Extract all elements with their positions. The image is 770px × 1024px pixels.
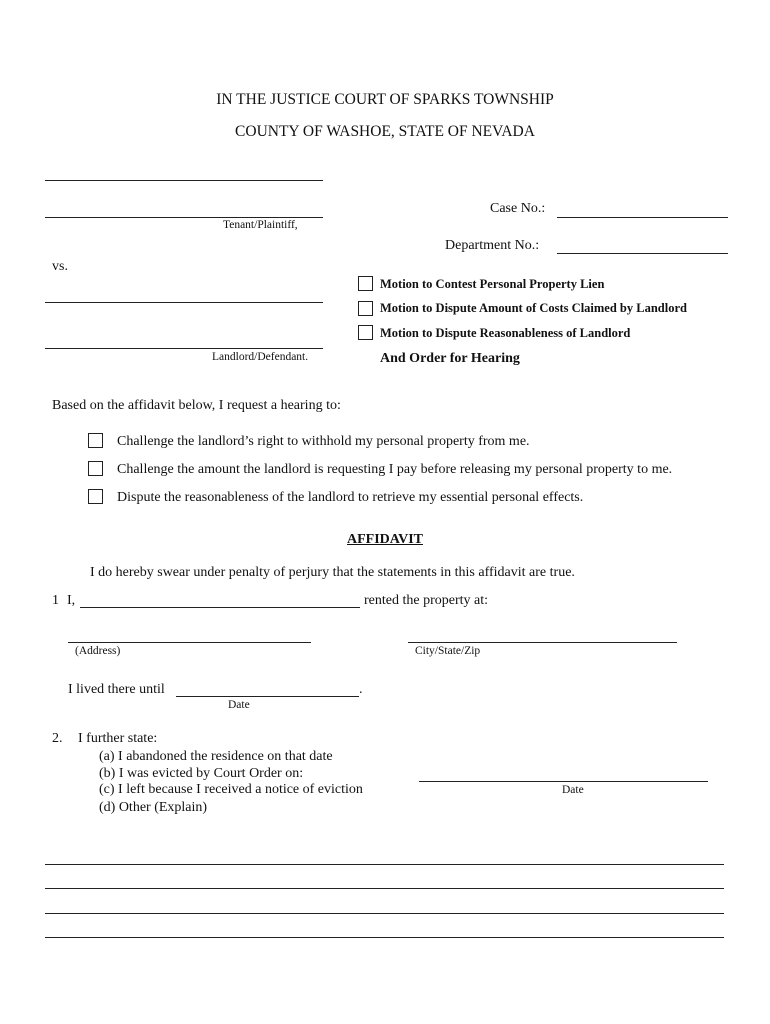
item-2-option-c: (c) I left because I received a notice of eviction xyxy=(99,782,363,797)
item-2-option-d: (d) Other (Explain) xyxy=(99,800,208,815)
challenge-withhold-label: Challenge the landlord’s right to withhold my personal property from me. xyxy=(117,434,530,449)
challenge-amount-checkbox[interactable] xyxy=(88,461,103,476)
lived-until-date-field[interactable] xyxy=(176,696,359,697)
versus-label: vs. xyxy=(52,259,68,274)
motion-contest-lien-checkbox[interactable] xyxy=(358,276,373,291)
motion-dispute-costs-checkbox[interactable] xyxy=(358,301,373,316)
dispute-effects-checkbox[interactable] xyxy=(88,489,103,504)
tenant-name-line-1[interactable] xyxy=(45,180,323,181)
item-1-suffix: rented the property at: xyxy=(364,593,489,608)
city-state-zip-field[interactable] xyxy=(408,642,677,643)
address-label: (Address) xyxy=(75,645,121,657)
landlord-name-line-1[interactable] xyxy=(45,302,323,303)
item-1-prefix: I, xyxy=(67,593,76,608)
case-no-label: Case No.: xyxy=(490,201,546,216)
city-state-zip-label: City/State/Zip xyxy=(415,645,481,657)
lived-until-period: . xyxy=(359,682,363,697)
landlord-defendant-label: Landlord/Defendant. xyxy=(212,351,309,363)
item-2-option-a: (a) I abandoned the residence on that date xyxy=(99,749,333,764)
motion-dispute-reasonableness-checkbox[interactable] xyxy=(358,325,373,340)
court-name: IN THE JUSTICE COURT OF SPARKS TOWNSHIP xyxy=(216,91,554,108)
motion-dispute-costs-label: Motion to Dispute Amount of Costs Claimed by Landlord xyxy=(380,301,687,315)
request-intro: Based on the affidavit below, I request a hearing to: xyxy=(52,398,341,413)
item-2-number: 2. xyxy=(52,731,63,746)
item-1-number: 1 xyxy=(52,593,59,608)
order-for-hearing-label: And Order for Hearing xyxy=(380,351,520,366)
item-2-intro: I further state: xyxy=(78,731,158,746)
motion-contest-lien-label: Motion to Contest Personal Property Lien xyxy=(380,277,605,291)
oath-statement: I do hereby swear under penalty of perjury that the statements in this affidavit are true. xyxy=(90,565,575,580)
tenant-name-line-2[interactable] xyxy=(45,217,323,218)
dispute-effects-label: Dispute the reasonableness of the landlord to retrieve my essential personal effects. xyxy=(117,490,584,505)
explain-line-2[interactable] xyxy=(45,888,724,889)
lived-until-prefix: I lived there until xyxy=(68,682,165,697)
eviction-date-field[interactable] xyxy=(419,781,708,782)
eviction-date-label: Date xyxy=(562,784,584,796)
explain-line-1[interactable] xyxy=(45,864,724,865)
explain-line-4[interactable] xyxy=(45,937,724,938)
department-no-field[interactable] xyxy=(557,253,728,254)
affiant-name-field[interactable] xyxy=(80,607,360,608)
explain-line-3[interactable] xyxy=(45,913,724,914)
challenge-withhold-checkbox[interactable] xyxy=(88,433,103,448)
address-field[interactable] xyxy=(68,642,311,643)
county-state: COUNTY OF WASHOE, STATE OF NEVADA xyxy=(235,123,535,140)
lived-until-date-label: Date xyxy=(228,699,250,711)
landlord-name-line-2[interactable] xyxy=(45,348,323,349)
challenge-amount-label: Challenge the amount the landlord is requesting I pay before releasing my personal property to me. xyxy=(117,462,673,477)
case-no-field[interactable] xyxy=(557,217,728,218)
department-no-label: Department No.: xyxy=(445,238,540,253)
item-2-option-b: (b) I was evicted by Court Order on: xyxy=(99,766,304,781)
affidavit-heading: AFFIDAVIT xyxy=(347,532,423,547)
tenant-plaintiff-label: Tenant/Plaintiff, xyxy=(223,219,298,231)
motion-dispute-reasonableness-label: Motion to Dispute Reasonableness of Landlord xyxy=(380,326,631,340)
